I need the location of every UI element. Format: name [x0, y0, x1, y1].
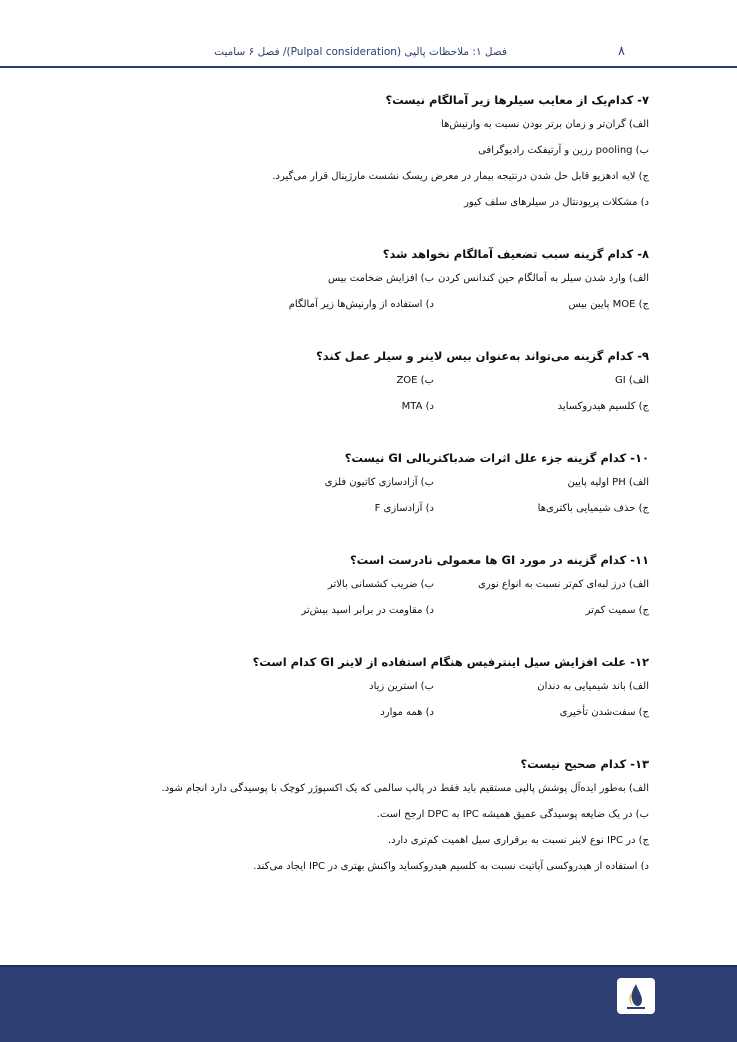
question-title: ۸- کدام گزینه سبب تضعیف آمالگام نخواهد شد؟ [382, 247, 649, 261]
option-c: ج) کلسیم هیدروکساید [557, 401, 649, 412]
question-7 [272, 92, 649, 221]
option-a: الف) PH اولیه پایین [567, 477, 649, 488]
option-b: ب) در یک ضایعه پوسیدگی عمیق همیشه IPC به DPC ارجح است. [376, 809, 649, 820]
footer-divider [0, 965, 737, 967]
chapter-title: فصل ۱: ملاحظات پالپی (Pulpal consideration)/ فصل ۶ سامیت [214, 46, 507, 58]
question-10 [234, 450, 649, 527]
options-row [234, 297, 649, 323]
option-d: د) همه موارد [380, 707, 434, 718]
options-row [234, 679, 649, 705]
options-row [234, 705, 649, 731]
options-row [234, 271, 649, 297]
options-row [234, 399, 649, 425]
options-row [234, 603, 649, 629]
question-13 [162, 756, 649, 885]
option-b: ب) استرین زیاد [369, 681, 434, 692]
option-c: ج) MOE پایین بیس [568, 299, 649, 310]
option-c: ج) حذف شیمیایی باکتری‌ها [537, 503, 649, 514]
question-12 [234, 654, 649, 731]
question-9 [234, 348, 649, 425]
question-title: ۱۲- علت افزایش سیل اینترفیس هنگام استفاده از لاینر GI کدام است؟ [252, 655, 649, 669]
option-a: الف) درز لبه‌ای کم‌تر نسبت به انواع نوری [478, 579, 649, 590]
option-c: ج) سمیت کم‌تر [585, 605, 649, 616]
page-number: ۸ [618, 44, 625, 59]
question-title: ۱۳- کدام صحیح نیست؟ [520, 757, 649, 771]
option-b: ب) ZOE [396, 375, 434, 386]
option-c: ج) لایه ادهزیو قابل حل شدن درنتیجه بیمار در معرض ریسک نشست مارژینال قرار می‌گیرد. [272, 171, 649, 182]
header-divider [0, 66, 737, 68]
option-a: الف) باند شیمیایی به دندان [537, 681, 649, 692]
option-b: ب) آزادسازی کاتیون فلزی [324, 477, 434, 488]
option-b: ب) افزایش ضخامت بیس [328, 273, 434, 284]
publisher-logo [617, 978, 655, 1014]
page-header [0, 0, 737, 68]
options-row [234, 373, 649, 399]
options-row [234, 475, 649, 501]
option-d: د) مشکلات پریودنتال در سیلرهای سلف کیور [464, 197, 649, 208]
option-b: ب) pooling رزین و آرتیفکت رادیوگرافی [478, 145, 649, 156]
option-d: د) استفاده از هیدروکسی آپاتیت نسبت به کلسیم هیدروکساید واکنش بهتری در IPC ایجاد می‌کند. [253, 861, 649, 872]
option-c: ج) سفت‌شدن تأخیری [559, 707, 649, 718]
option-c: ج) در IPC نوع لاینر نسبت به برقراری سیل اهمیت کم‌تری دارد. [387, 835, 649, 846]
option-d: د) استفاده از وارنیش‌ها زیر آمالگام [288, 299, 434, 310]
option-d: د) آزادسازی F [374, 503, 434, 514]
option-d: د) مقاومت در برابر اسید بیش‌تر [301, 605, 434, 616]
option-a: الف) GI [615, 375, 649, 386]
option-a: الف) گران‌تر و زمان برتر بودن نسبت به وارنیش‌ها [441, 119, 649, 130]
options-row [234, 577, 649, 603]
question-title: ۱۱- کدام گزینه در مورد GI ها معمولی نادرست است؟ [350, 553, 649, 567]
option-a: الف) به‌طور ایده‌آل پوشش پالپی مستقیم باید فقط در پالپ سالمی که یک اکسپوژر کوچک با پوسیدگی دارد انجام شود. [161, 783, 649, 794]
options-row [234, 501, 649, 527]
option-b: ب) ضریب کشسانی بالاتر [327, 579, 434, 590]
question-title: ۹- کدام گزینه می‌تواند به‌عنوان بیس لاینر و سیلر عمل کند؟ [316, 349, 649, 363]
logo-icon [617, 978, 655, 1014]
question-title: ۷- کدام‌یک از معایب سیلرها زیر آمالگام نیست؟ [385, 93, 649, 107]
question-title: ۱۰- کدام گزینه جزء علل اثرات ضدباکتریالی GI نیست؟ [344, 451, 649, 465]
question-11 [234, 552, 649, 629]
option-d: د) MTA [401, 401, 434, 412]
question-8 [234, 246, 649, 323]
option-a: الف) وارد شدن سیلر به آمالگام حین کندانس کردن [438, 273, 649, 284]
